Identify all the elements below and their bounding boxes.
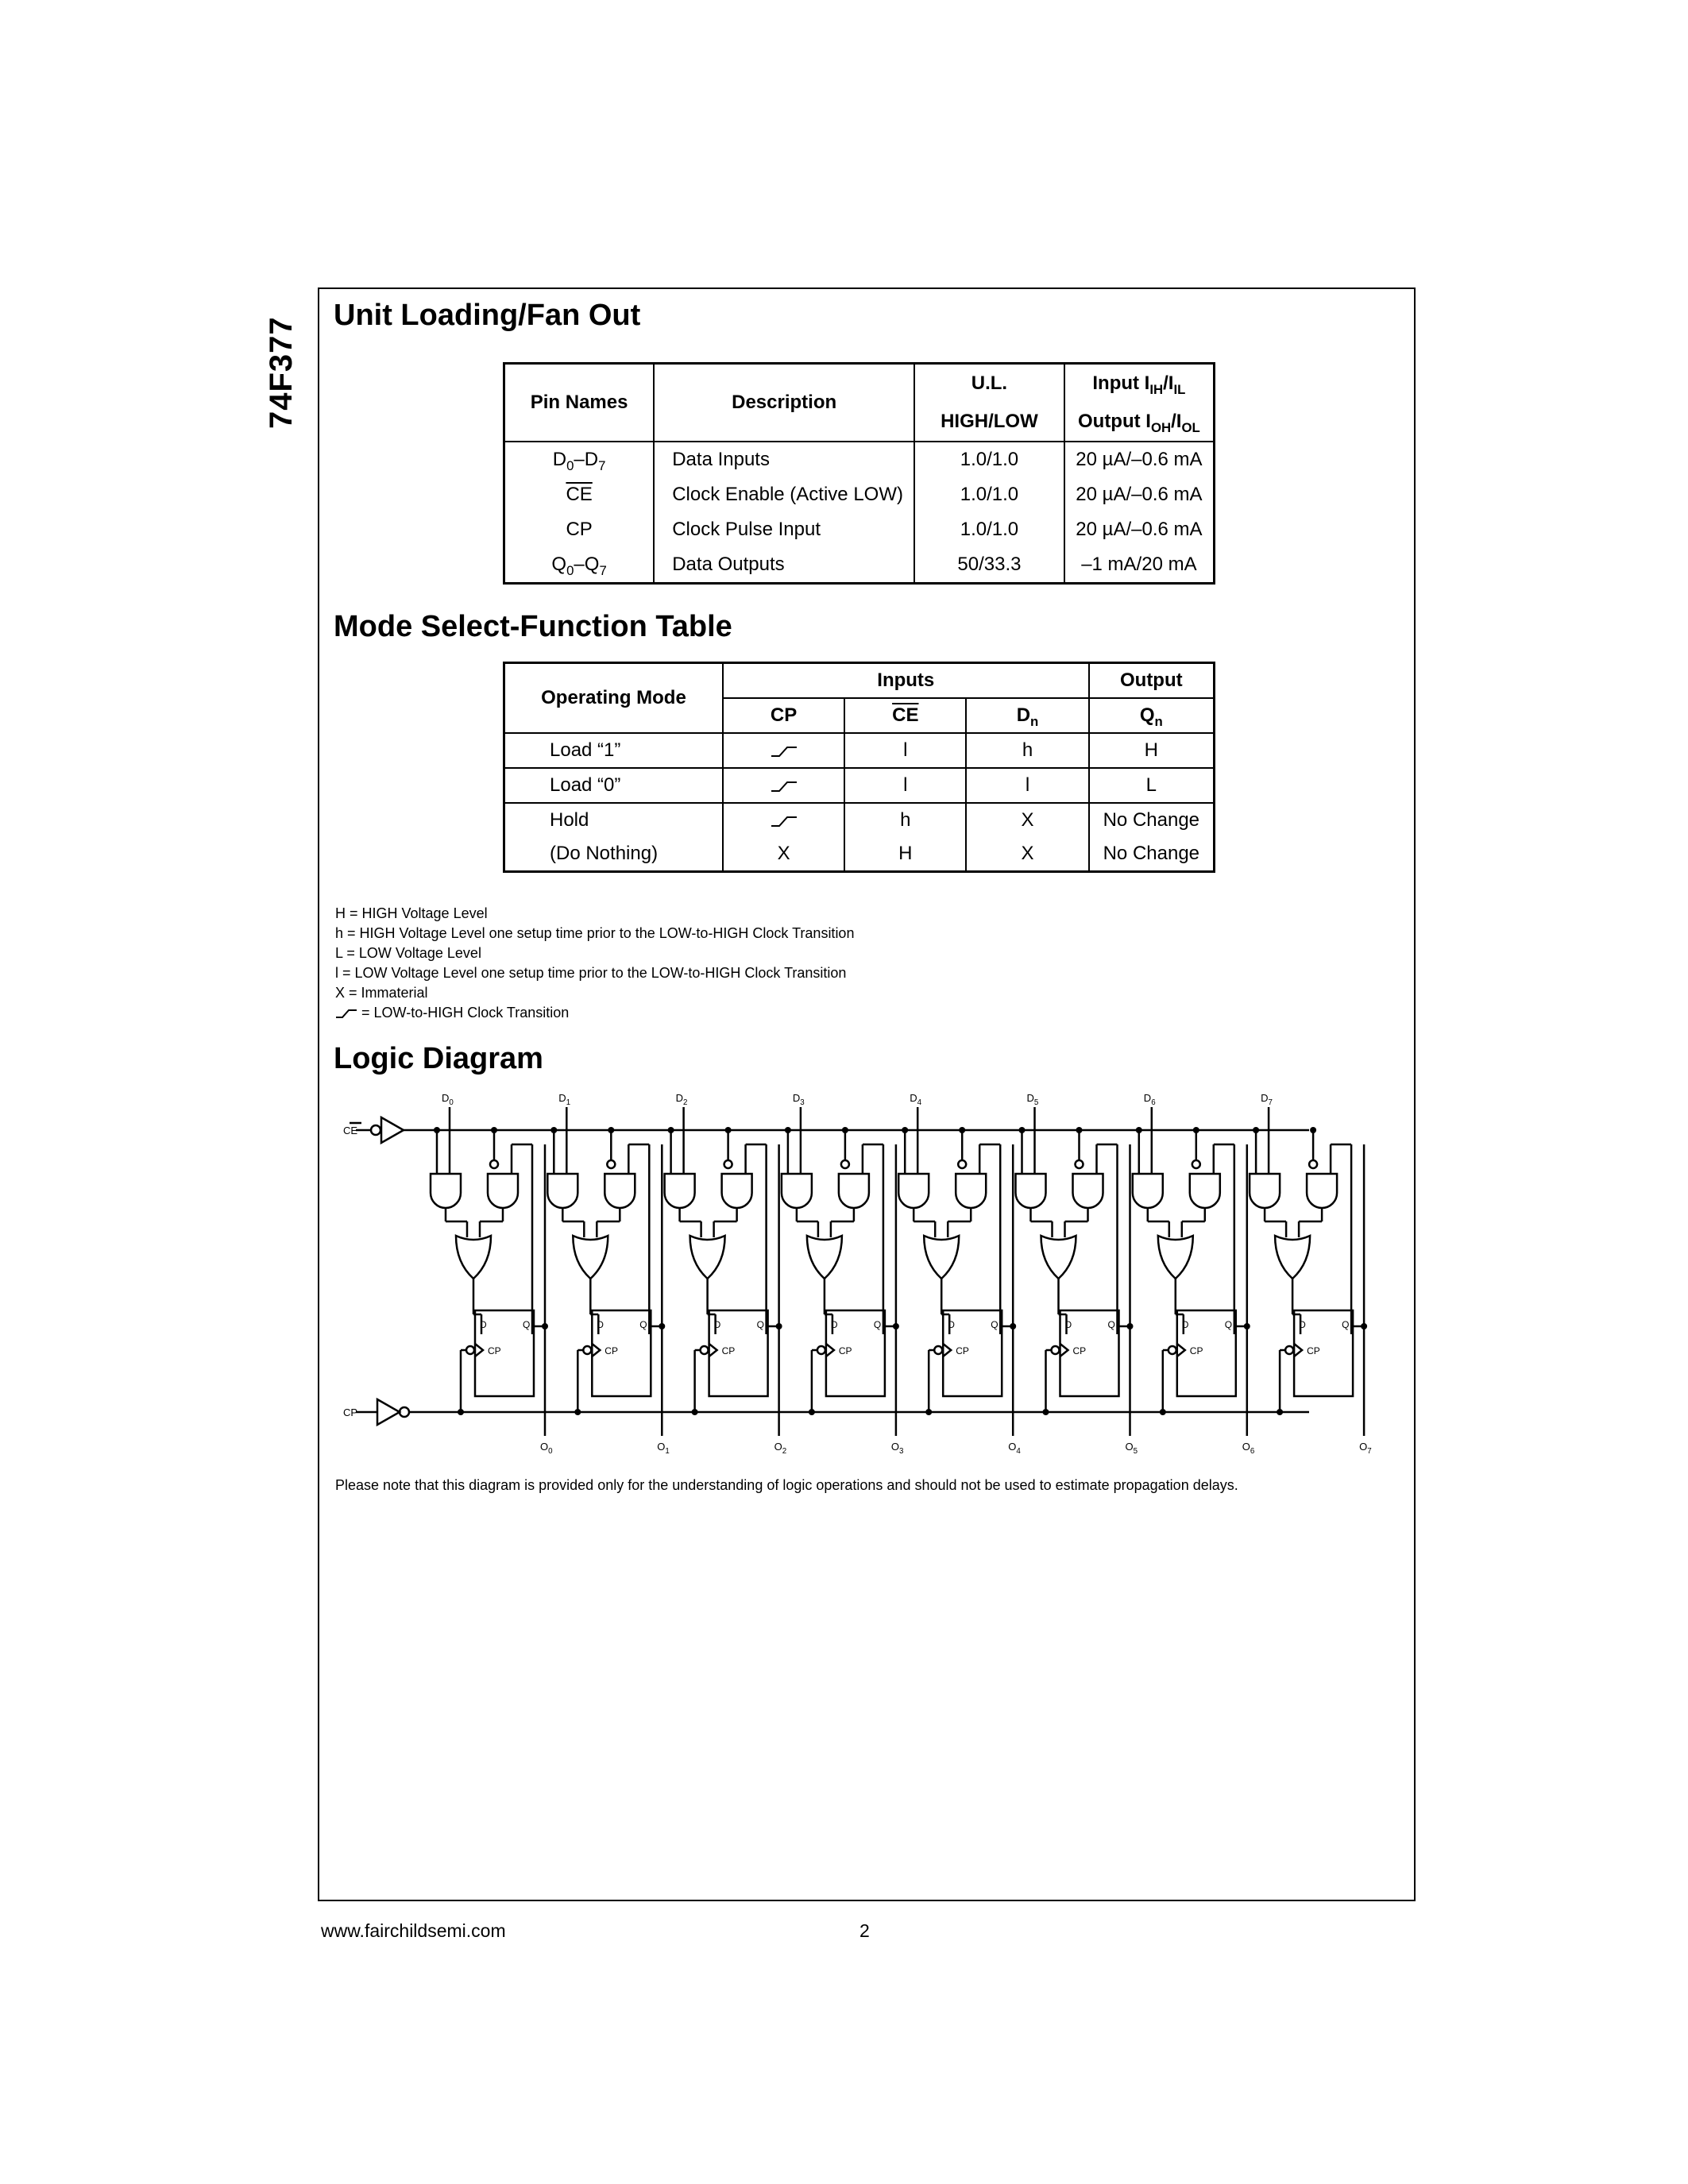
and-gate [898, 1174, 929, 1208]
q-output-label: $O_6$ [1242, 1441, 1255, 1456]
heading-unit-loading: Unit Loading/Fan Out [334, 299, 641, 332]
ff-q-label: Q [523, 1319, 531, 1330]
ff-cp-label: CP [1072, 1345, 1087, 1356]
q-output-label: $O_2$ [774, 1441, 787, 1456]
ce-label: CE [343, 1125, 358, 1136]
or-gate [924, 1236, 959, 1279]
junction-dot [959, 1127, 965, 1133]
d-input-label: $D_2$ [675, 1092, 688, 1107]
junction-dot [925, 1409, 932, 1415]
junction-dot [842, 1127, 848, 1133]
and-gate [665, 1174, 695, 1208]
pin-name: $Q_0-Q_7$ [504, 547, 655, 584]
mode-qn: H [1089, 733, 1215, 768]
pin-io: 20 µA/–0.6 mA [1064, 477, 1215, 512]
or-gate [1158, 1236, 1193, 1279]
junction-dot [1019, 1127, 1026, 1133]
or-gate [573, 1236, 608, 1279]
ff-d-label: D [830, 1319, 838, 1330]
inverter-bubble [1052, 1346, 1060, 1354]
ff-cp-label: CP [838, 1345, 852, 1356]
d-input-label: $D_5$ [1026, 1092, 1039, 1107]
pin-ul: 50/33.3 [914, 547, 1064, 584]
legend-item: h = HIGH Voltage Level one setup time prior to the LOW-to-HIGH Clock Transition [335, 925, 855, 941]
d-input-label: $D_3$ [792, 1092, 805, 1107]
ff-d-label: D [1299, 1319, 1306, 1330]
pin-description: Data Inputs [654, 442, 914, 477]
clock-input-icon [1177, 1344, 1185, 1356]
heading-logic-diagram: Logic Diagram [334, 1042, 543, 1075]
junction-dot [1076, 1127, 1083, 1133]
d-input-label: $D_6$ [1143, 1092, 1156, 1107]
legend-item: X = Immaterial [335, 985, 428, 1001]
inverter-bubble [958, 1160, 966, 1168]
ff-d-label: D [1064, 1319, 1072, 1330]
col-ce: $\overline{CE}$ [844, 698, 966, 733]
col-output: Output [1089, 663, 1215, 699]
ff-cp-label: CP [488, 1345, 501, 1356]
mode-name: (Do Nothing) [504, 837, 723, 872]
ff-d-label: D [597, 1319, 604, 1330]
junction-dot [1043, 1409, 1049, 1415]
ff-cp-label: CP [605, 1345, 618, 1356]
junction-dot [785, 1127, 791, 1133]
pin-name: $\overline{CE}$ [504, 477, 655, 512]
col-ul: U.L. [914, 364, 1064, 403]
junction-dot [1253, 1127, 1259, 1133]
inverter-bubble [1192, 1160, 1200, 1168]
junction-dot [1277, 1409, 1283, 1415]
clock-input-icon [1060, 1344, 1068, 1356]
junction-dot [1136, 1127, 1142, 1133]
part-number: 74F377 [264, 316, 299, 429]
junction-dot [692, 1409, 698, 1415]
and-gate [956, 1174, 986, 1208]
q-output-label: $O_5$ [1125, 1441, 1138, 1456]
clock-input-icon [1294, 1344, 1302, 1356]
mode-name: Load “0” [504, 768, 723, 803]
pin-io: –1 mA/20 mA [1064, 547, 1215, 584]
mode-ce: l [844, 768, 966, 803]
junction-dot [809, 1409, 815, 1415]
ff-d-label: D [480, 1319, 487, 1330]
ff-d-label: D [713, 1319, 721, 1330]
junction-dot [725, 1127, 732, 1133]
and-gate [782, 1174, 812, 1208]
ff-cp-label: CP [1189, 1345, 1203, 1356]
ff-q-label: Q [639, 1319, 647, 1330]
cp-buffer-gate [377, 1399, 400, 1425]
d-input-label: $D_7$ [1261, 1092, 1273, 1107]
junction-dot [902, 1127, 908, 1133]
q-output-label: $O_1$ [657, 1441, 670, 1456]
inverter-bubble [934, 1346, 942, 1354]
junction-dot [668, 1127, 674, 1133]
pin-io: 20 µA/–0.6 mA [1064, 512, 1215, 547]
clock-input-icon [475, 1344, 483, 1356]
pin-ul: 1.0/1.0 [914, 442, 1064, 477]
and-gate [488, 1174, 518, 1208]
junction-dot [458, 1409, 464, 1415]
junction-dot [1310, 1127, 1316, 1133]
d-input-label: $D_4$ [910, 1092, 922, 1107]
ff-cp-label: CP [721, 1345, 736, 1356]
pin-description: Data Outputs [654, 547, 914, 584]
col-pin-names: Pin Names [504, 364, 655, 442]
inverter-bubble [490, 1160, 498, 1168]
inverter-bubble [607, 1160, 615, 1168]
inverter-bubble [1168, 1346, 1176, 1354]
ff-q-label: Q [756, 1319, 764, 1330]
pin-ul: 1.0/1.0 [914, 477, 1064, 512]
mode-cp: X [723, 837, 844, 872]
buffer-gate [381, 1117, 404, 1143]
col-inputs: Inputs [723, 663, 1089, 699]
mode-dn: X [966, 803, 1088, 837]
legend-item: L = LOW Voltage Level [335, 945, 481, 961]
d-input-label: $D_1$ [558, 1092, 571, 1107]
or-gate [690, 1236, 725, 1279]
inverter-bubble [817, 1346, 825, 1354]
mode-name: Hold [504, 803, 723, 837]
page-number: 2 [859, 1920, 870, 1941]
col-cp: CP [723, 698, 844, 733]
cp-label: CP [343, 1406, 358, 1418]
mode-dn: l [966, 768, 1088, 803]
ff-cp-label: CP [1307, 1345, 1320, 1356]
clock-input-icon [592, 1344, 600, 1356]
legend-item: l = LOW Voltage Level one setup time prior to the LOW-to-HIGH Clock Transition [335, 965, 847, 981]
inverter-bubble [1076, 1160, 1083, 1168]
mode-dn: X [966, 837, 1088, 872]
mode-name: Load “1” [504, 733, 723, 768]
inverter-bubble [1309, 1160, 1317, 1168]
junction-dot [491, 1127, 497, 1133]
ff-d-label: D [948, 1319, 955, 1330]
ff-d-label: D [1181, 1319, 1189, 1330]
legend-item: = LOW-to-HIGH Clock Transition [335, 1003, 854, 1023]
or-gate [1041, 1236, 1076, 1279]
inverter-bubble [1285, 1346, 1293, 1354]
col-ul-highlow: HIGH/LOW [914, 403, 1064, 442]
clock-input-icon [709, 1344, 717, 1356]
and-gate [431, 1174, 461, 1208]
and-gate [722, 1174, 752, 1208]
q-output-label: $O_3$ [890, 1441, 904, 1456]
junction-dot [574, 1409, 581, 1415]
pin-ul: 1.0/1.0 [914, 512, 1064, 547]
clock-input-icon [943, 1344, 951, 1356]
inverter-bubble [583, 1346, 591, 1354]
legend-item: H = HIGH Voltage Level [335, 905, 488, 921]
and-gate [1250, 1174, 1280, 1208]
and-gate [839, 1174, 869, 1208]
q-output-label: $O_0$ [540, 1441, 553, 1456]
or-gate [456, 1236, 491, 1279]
mode-qn: No Change [1089, 803, 1215, 837]
inverter-bubble [701, 1346, 709, 1354]
inverter-bubble [371, 1125, 380, 1135]
junction-dot [434, 1127, 440, 1133]
clock-input-icon [826, 1344, 834, 1356]
junction-dot [1160, 1409, 1166, 1415]
or-gate [1275, 1236, 1310, 1279]
pin-io: 20 µA/–0.6 mA [1064, 442, 1215, 477]
and-gate [605, 1174, 635, 1208]
inverter-bubble [841, 1160, 849, 1168]
q-output-label: $O_7$ [1359, 1441, 1372, 1456]
diagram-note: Please note that this diagram is provided only for the understanding of logic operations and should not be used to estimate propagation delays. [335, 1477, 1238, 1493]
col-input-current: Input $I_{IH}/I_{IL}$ [1064, 364, 1215, 403]
col-output-current: Output $I_{OH}/I_{OL}$ [1064, 403, 1215, 442]
d-input-label: $D_0$ [442, 1092, 454, 1107]
junction-dot [550, 1127, 557, 1133]
col-qn: $Q_n$ [1089, 698, 1215, 733]
footer-url[interactable]: www.fairchildsemi.com [321, 1920, 506, 1941]
mode-ce: l [844, 733, 966, 768]
pin-name: $D_0-D_7$ [504, 442, 655, 477]
and-gate [1016, 1174, 1046, 1208]
mode-ce: H [844, 837, 966, 872]
ff-q-label: Q [1342, 1319, 1350, 1330]
q-output-label: $O_4$ [1008, 1441, 1021, 1456]
inverter-bubble [724, 1160, 732, 1168]
heading-mode-select: Mode Select-Function Table [334, 610, 732, 643]
and-gate [1073, 1174, 1103, 1208]
and-gate [547, 1174, 577, 1208]
ff-q-label: Q [1224, 1319, 1233, 1330]
ff-q-label: Q [873, 1319, 882, 1330]
ff-cp-label: CP [956, 1345, 969, 1356]
mode-ce: h [844, 803, 966, 837]
mode-qn: L [1089, 768, 1215, 803]
ff-q-label: Q [1107, 1319, 1115, 1330]
pin-description: Clock Pulse Input [654, 512, 914, 547]
col-description: Description [654, 364, 914, 442]
mode-qn: No Change [1089, 837, 1215, 872]
and-gate [1190, 1174, 1220, 1208]
junction-dot [1193, 1127, 1199, 1133]
mode-dn: h [966, 733, 1088, 768]
col-dn: $D_n$ [966, 698, 1088, 733]
and-gate [1133, 1174, 1163, 1208]
inverter-bubble [466, 1346, 474, 1354]
ff-q-label: Q [991, 1319, 999, 1330]
or-gate [807, 1236, 842, 1279]
col-operating-mode: Operating Mode [504, 663, 723, 734]
junction-dot [608, 1127, 614, 1133]
pin-name: CP [504, 512, 655, 547]
pin-description: Clock Enable (Active LOW) [654, 477, 914, 512]
and-gate [1307, 1174, 1337, 1208]
